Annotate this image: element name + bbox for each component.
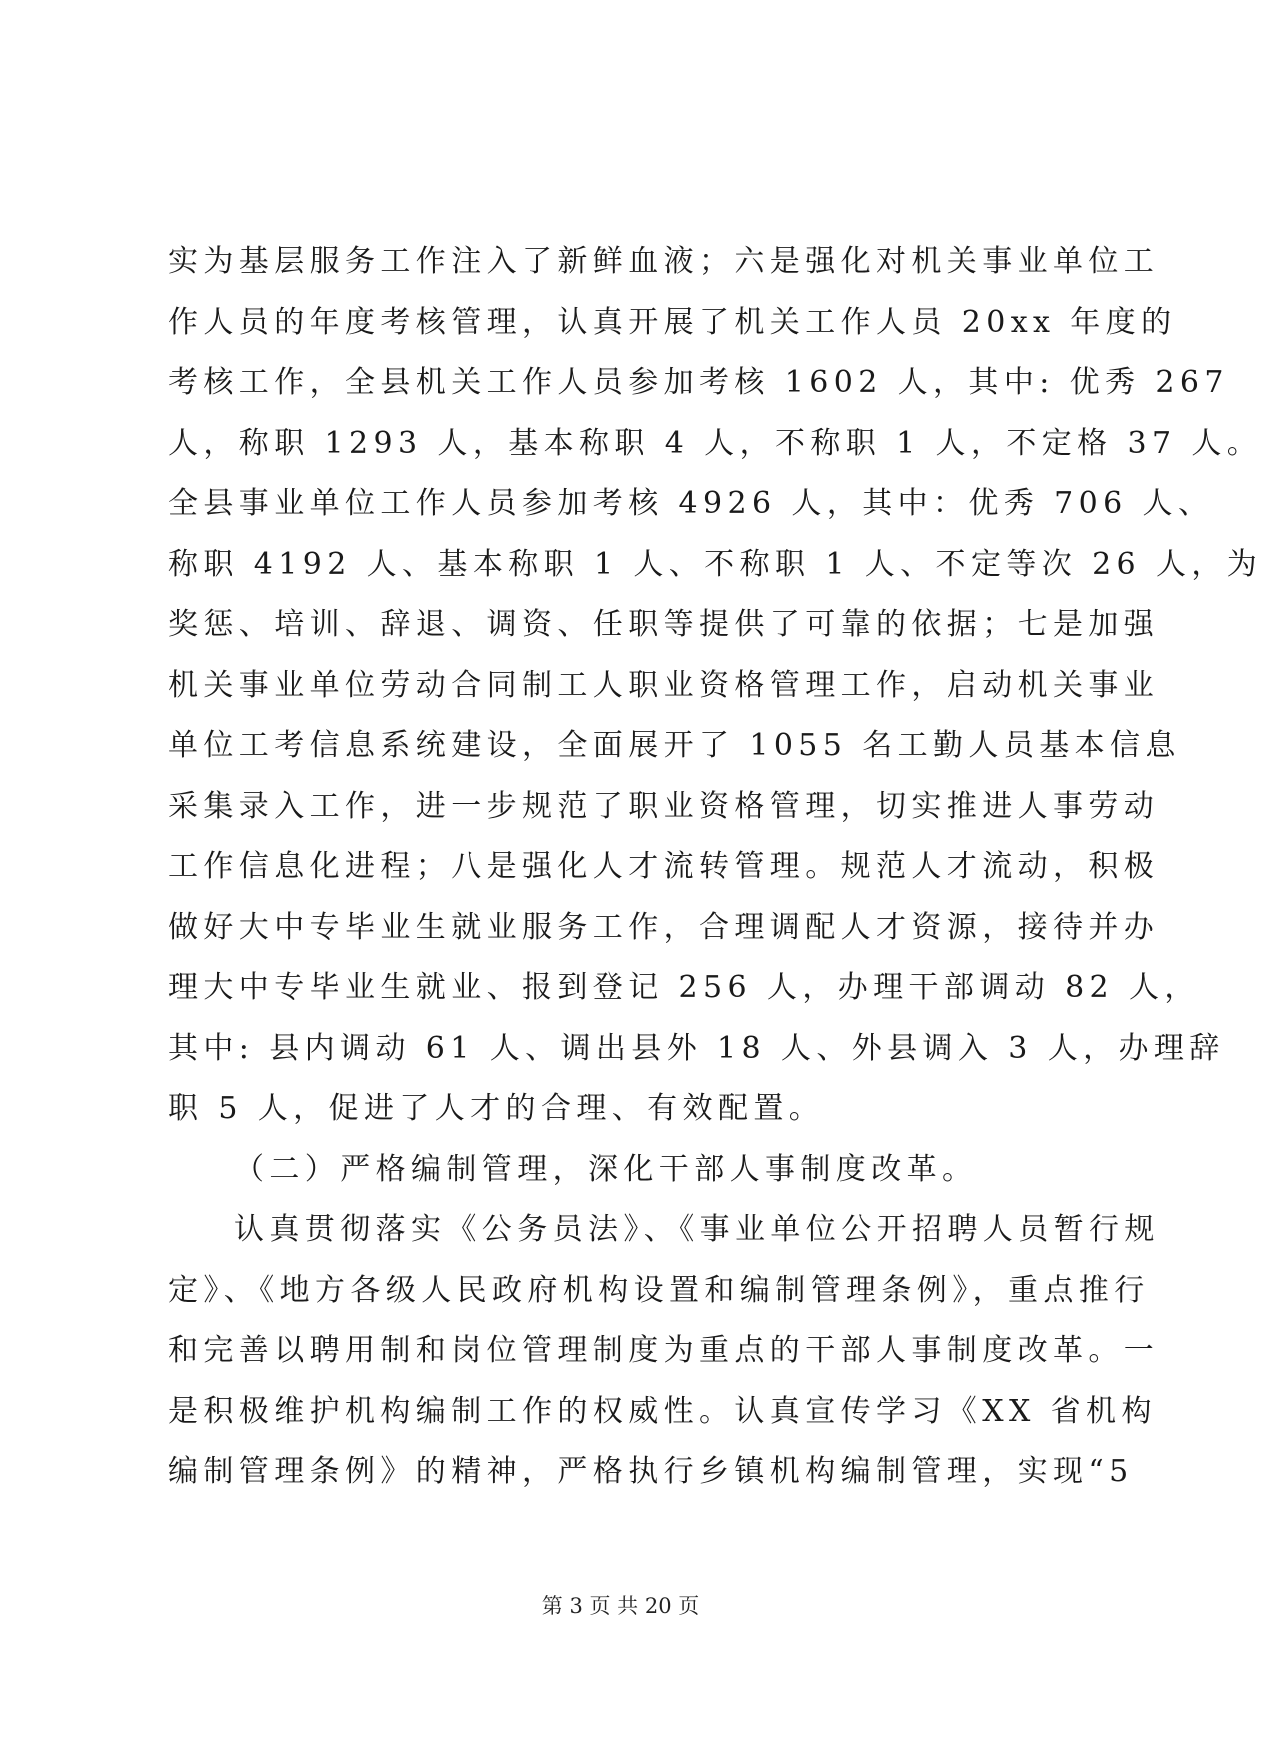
paragraph-line: 采集录入工作，进一步规范了职业资格管理，切实推进人事劳动 bbox=[168, 788, 1160, 824]
paragraph-line: 机关事业单位劳动合同制工人职业资格管理工作，启动机关事业 bbox=[168, 667, 1160, 703]
paragraph-line: 人，称职 1293 人，基本称职 4 人，不称职 1 人，不定格 37 人。 bbox=[168, 425, 1262, 461]
paragraph-line: 作人员的年度考核管理，认真开展了机关工作人员 20xx 年度的 bbox=[168, 304, 1177, 340]
paragraph-line: 认真贯彻落实《公务员法》、《事业单位公开招聘人员暂行规 bbox=[234, 1212, 1160, 1247]
paragraph-line: 称职 4192 人、基本称职 1 人、不称职 1 人、不定等次 26 人，为 bbox=[168, 546, 1262, 582]
paragraph-line: 定》、《地方各级人民政府机构设置和编制管理条例》，重点推行 bbox=[168, 1272, 1150, 1308]
paragraph-line: 考核工作，全县机关工作人员参加考核 1602 人，其中: 优秀 267 bbox=[168, 365, 1229, 400]
paragraph-line: 编制管理条例》的精神，严格执行乡镇机构编制管理，实现“5 bbox=[168, 1454, 1134, 1489]
body-text bbox=[168, 232, 1262, 1503]
paragraph-line: 单位工考信息系统建设，全面展开了 1055 名工勤人员基本信息 bbox=[168, 728, 1181, 763]
paragraph-line: 其中: 县内调动 61 人、调出县外 18 人、外县调入 3 人，办理辞 bbox=[168, 1030, 1225, 1066]
paragraph-line: 奖惩、培训、辞退、调资、任职等提供了可靠的依据；七是加强 bbox=[168, 607, 1160, 642]
paragraph-line: 工作信息化进程；八是强化人才流转管理。规范人才流动，积极 bbox=[168, 849, 1160, 884]
paragraph-line: 职 5 人，促进了人才的合理、有效配置。 bbox=[168, 1091, 825, 1126]
page-footer: 第 3 页 共 20 页 bbox=[541, 1594, 700, 1618]
paragraph-line: 做好大中专毕业生就业服务工作，合理调配人才资源，接待并办 bbox=[168, 909, 1160, 945]
section-heading: （二）严格编制管理，深化干部人事制度改革。 bbox=[234, 1151, 978, 1187]
paragraph-line: 是积极维护机构编制工作的权威性。认真宣传学习《XX 省机构 bbox=[168, 1393, 1157, 1429]
paragraph-line: 全县事业单位工作人员参加考核 4926 人，其中：优秀 706 人、 bbox=[168, 486, 1214, 521]
paragraph-line: 理大中专毕业生就业、报到登记 256 人，办理干部调动 82 人， bbox=[168, 970, 1200, 1005]
paragraph-line: 和完善以聘用制和岗位管理制度为重点的干部人事制度改革。一 bbox=[168, 1333, 1160, 1368]
paragraph-line: 实为基层服务工作注入了新鲜血液；六是强化对机关事业单位工 bbox=[168, 244, 1160, 279]
